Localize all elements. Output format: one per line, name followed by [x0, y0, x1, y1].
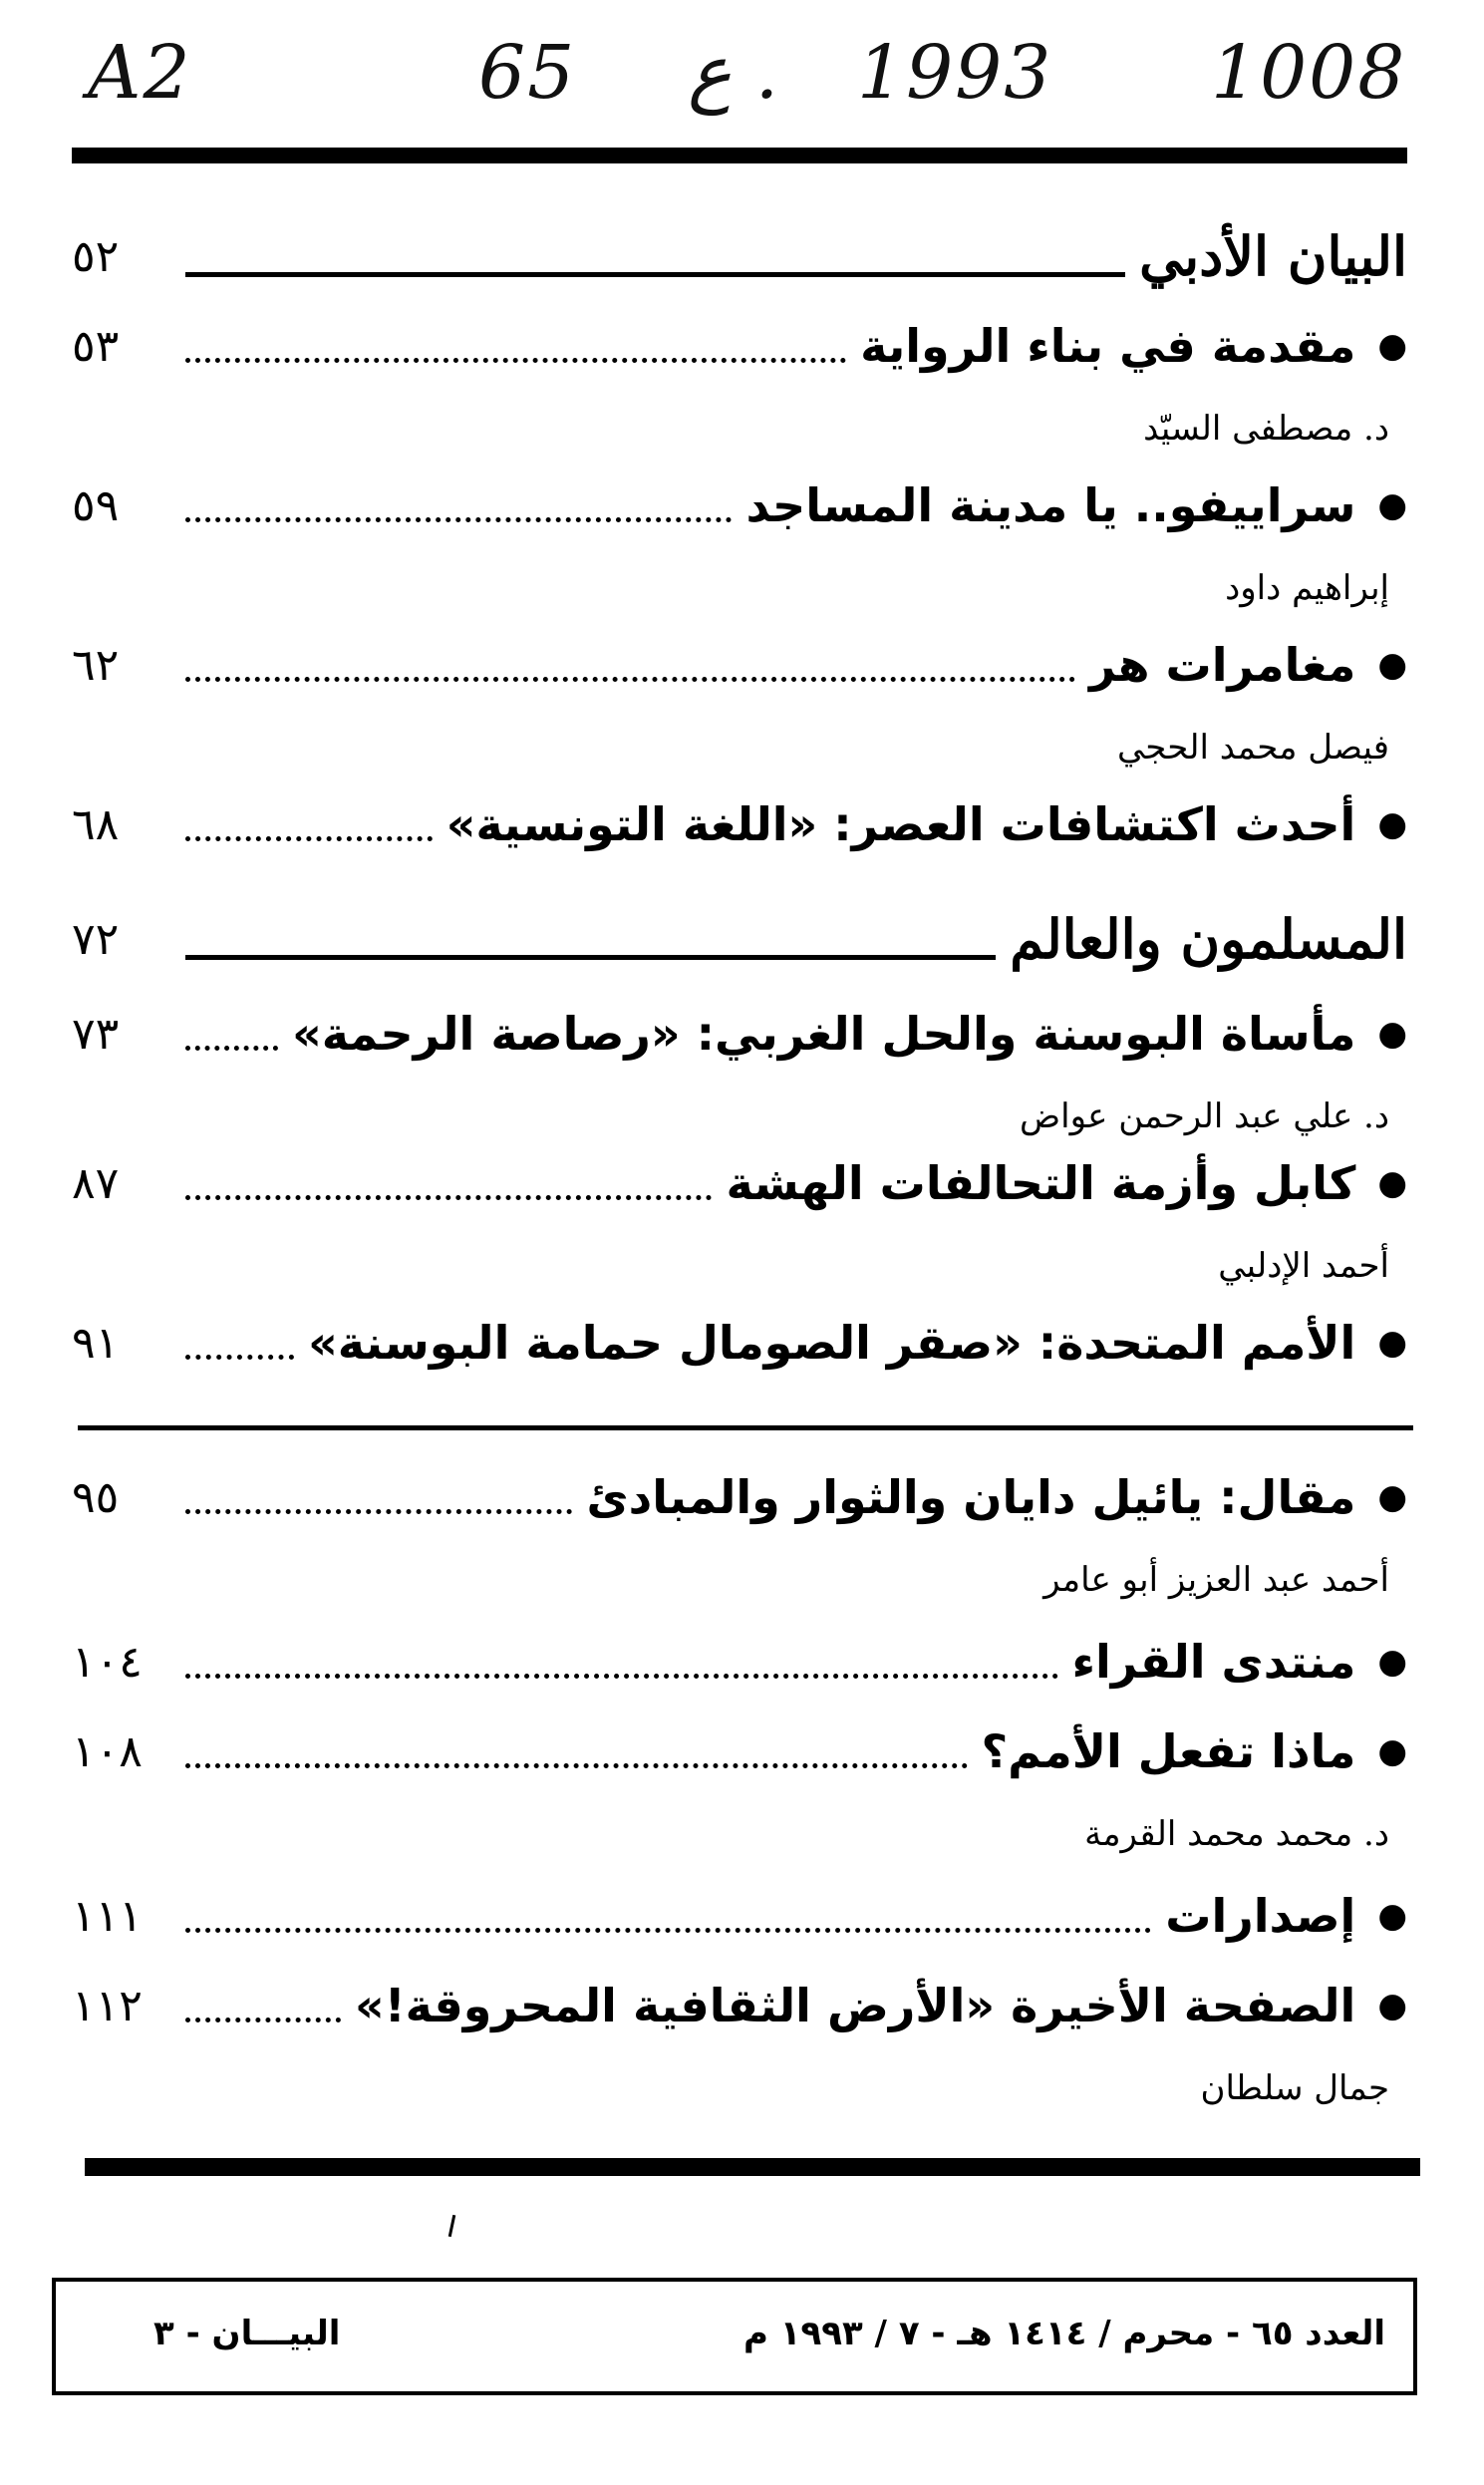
toc-entry	[72, 1889, 1407, 1943]
dot-leader	[185, 1674, 1058, 1679]
handwritten-letter: ع .	[688, 30, 779, 116]
stray-pen-mark	[448, 2215, 456, 2237]
top-divider	[72, 148, 1407, 163]
middle-divider	[78, 1425, 1413, 1430]
page-number: ٧٣	[72, 1008, 120, 1060]
bullet-icon: ●	[1377, 485, 1407, 525]
dot-leader	[185, 517, 732, 522]
footer-box	[52, 2278, 1417, 2395]
page-number: ٥٩	[72, 479, 120, 531]
toc-entry	[72, 319, 1407, 373]
toc-entry	[72, 797, 1407, 851]
toc-entry	[72, 1470, 1407, 1524]
toc-entry	[72, 1635, 1407, 1689]
entry-title: سراييفو.. يا مدينة المساجد	[745, 478, 1356, 532]
entry-author: د. مصطفى السيّد	[1143, 409, 1389, 449]
page-number: ٦٨	[72, 798, 120, 850]
dot-leader	[185, 836, 433, 841]
entry-title: مقدمة في بناء الرواية	[860, 319, 1356, 373]
bullet-icon: ●	[1377, 326, 1407, 366]
dot-leader	[185, 2018, 341, 2022]
dot-leader	[185, 677, 1075, 682]
bullet-icon: ●	[1377, 1642, 1407, 1682]
entry-author: أحمد عبد العزيز أبو عامر	[1043, 1560, 1389, 1600]
toc-entry	[72, 1979, 1407, 2032]
handwritten-code: A2	[88, 30, 192, 116]
dot-leader	[185, 1763, 968, 1768]
entry-title: إصدارات	[1165, 1889, 1356, 1943]
page-number: ٦٢	[72, 639, 120, 691]
handwritten-year: 1993	[857, 30, 1053, 116]
entry-title: مأساة البوسنة والحل الغربي: «رصاصة الرحمة»	[292, 1007, 1356, 1061]
entry-title: ماذا تفعل الأمم؟	[981, 1724, 1356, 1778]
section-title: البيان الأدبي	[1139, 224, 1407, 288]
bullet-icon: ●	[1377, 1014, 1407, 1054]
section-heading	[72, 224, 1407, 288]
handwritten-archive-number: 1008	[1211, 30, 1407, 116]
handwritten-issue-number: 65	[478, 30, 577, 116]
page-number: ١١١	[72, 1890, 143, 1942]
toc-entry	[72, 1156, 1407, 1210]
toc-entry	[72, 1316, 1407, 1370]
page-number: ١٠٤	[72, 1636, 143, 1688]
entry-title: كابل وأزمة التحالفات الهشة	[726, 1156, 1356, 1210]
bullet-icon: ●	[1377, 1896, 1407, 1936]
section-leader-line	[185, 272, 1125, 277]
bullet-icon: ●	[1377, 645, 1407, 685]
toc-entry	[72, 1007, 1407, 1061]
dot-leader	[185, 1509, 572, 1514]
entry-title: منتدى القراء	[1071, 1635, 1356, 1689]
page-number: ١١٢	[72, 1980, 143, 2031]
page-number: ٥٣	[72, 320, 120, 372]
dot-leader	[185, 1928, 1151, 1933]
bullet-icon: ●	[1377, 1163, 1407, 1203]
bullet-icon: ●	[1377, 804, 1407, 844]
entry-author: د. علي عبد الرحمن عواض	[1020, 1096, 1389, 1136]
entry-author: جمال سلطان	[1200, 2068, 1389, 2108]
dot-leader	[185, 1046, 278, 1051]
page-number: ٩٥	[72, 1471, 120, 1523]
section-leader-line	[185, 955, 996, 960]
section-title: المسلمون والعالم	[1010, 907, 1407, 971]
toc-entry	[72, 1724, 1407, 1778]
bottom-divider	[85, 2158, 1420, 2176]
entry-title: مغامرات هر	[1088, 638, 1356, 692]
entry-title: الأمم المتحدة: «صقر الصومال حمامة البوسنة»	[308, 1316, 1356, 1370]
page-number: ٧٢	[72, 913, 120, 965]
entry-title: مقال: يائيل دايان والثوار والمبادئ	[586, 1470, 1356, 1524]
page-number: ٨٧	[72, 1157, 120, 1209]
bullet-icon: ●	[1377, 1323, 1407, 1363]
dot-leader	[185, 1355, 294, 1360]
bullet-icon: ●	[1377, 1986, 1407, 2025]
toc-entry	[72, 638, 1407, 692]
dot-leader	[185, 1195, 712, 1200]
entry-author: إبراهيم داود	[1225, 568, 1389, 608]
toc-entry	[72, 478, 1407, 532]
entry-author: فيصل محمد الحجي	[1116, 728, 1389, 768]
page-number: ٥٢	[72, 230, 120, 282]
bullet-icon: ●	[1377, 1477, 1407, 1517]
entry-title: الصفحة الأخيرة «الأرض الثقافية المحروقة!»	[354, 1979, 1356, 2032]
entry-author: أحمد الإدلبي	[1218, 1246, 1389, 1286]
page-number: ١٠٨	[72, 1725, 143, 1777]
bullet-icon: ●	[1377, 1731, 1407, 1771]
footer-issue-line: العدد ٦٥ - محرم / ١٤١٤ هـ - ٧ / ١٩٩٣ م	[742, 2314, 1385, 2353]
section-heading	[72, 907, 1407, 971]
dot-leader	[185, 358, 846, 363]
page-number: ٩١	[72, 1317, 120, 1369]
entry-author: د. محمد محمد القرمة	[1084, 1814, 1389, 1854]
entry-title: أحدث اكتشافات العصر: «اللغة التونسية»	[445, 797, 1356, 851]
footer-magazine-page: البيـــان - ٣	[153, 2314, 341, 2353]
